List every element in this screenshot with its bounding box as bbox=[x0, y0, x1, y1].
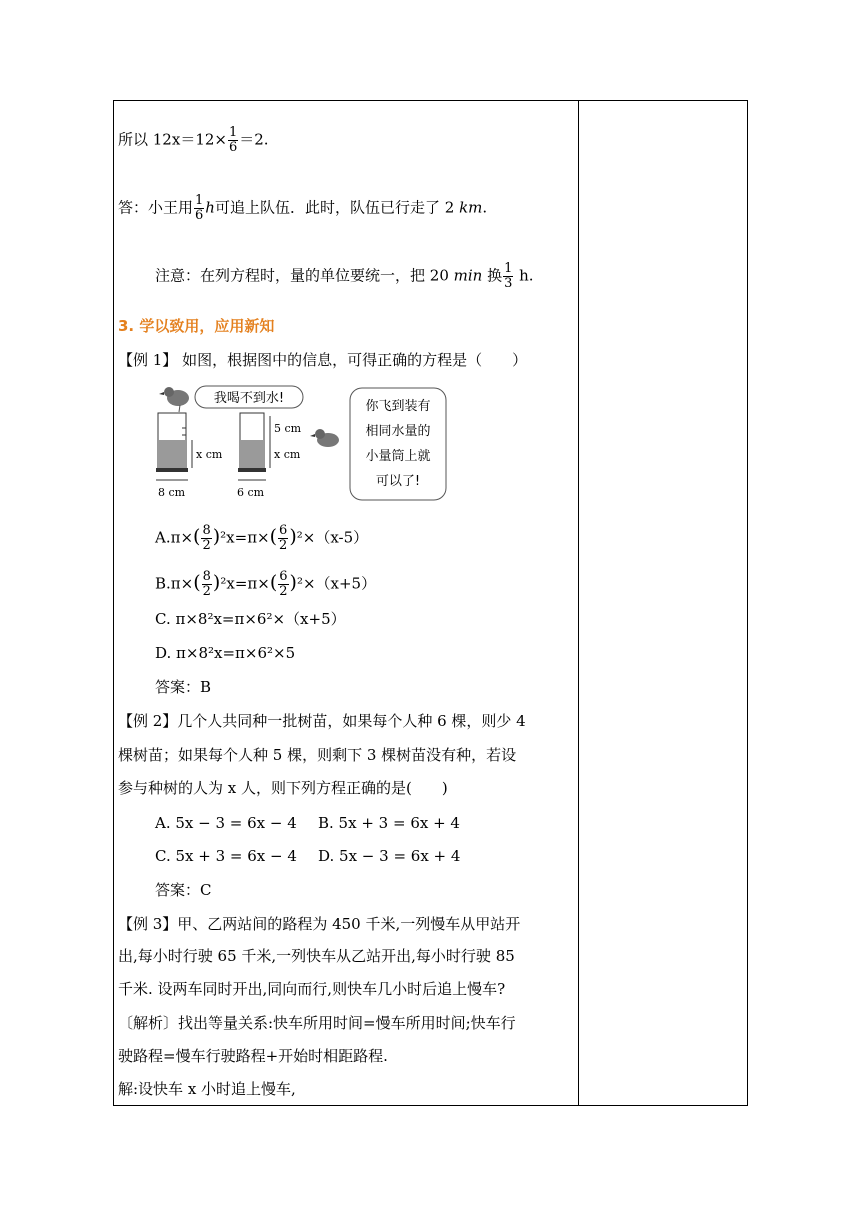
fraction: $\frac{1}{6}$ bbox=[228, 125, 238, 155]
option-a: A.π×( $\frac{8}{2}$ )²x=π×( $\frac{6}{2}$ )²×（x-5） bbox=[155, 523, 369, 553]
crow-icon bbox=[310, 429, 339, 447]
solution-line: 所以 12x＝12× $\frac{1}{6}$ ＝2. bbox=[118, 125, 269, 155]
answer-text: 答案：B bbox=[155, 678, 212, 696]
width-label: 6 cm bbox=[237, 486, 265, 499]
answer-line: 答：小王用 $\frac{1}{6}$ h可追上队伍．此时，队伍已行走了 2 km. bbox=[118, 193, 488, 223]
water-fill bbox=[158, 440, 186, 468]
crow-icon bbox=[159, 387, 189, 412]
example3-text: 【例 3】甲、乙两站间的路程为 450 千米,一列慢车从甲站开 bbox=[118, 915, 521, 933]
example2-text: 棵树苗；如果每个人种 5 棵，则剩下 3 棵树苗没有种，若设 bbox=[118, 746, 517, 764]
option-d: D. 5x − 3 = 6x + 4 bbox=[318, 847, 461, 865]
height-label: x cm bbox=[274, 448, 301, 461]
analysis-text: 〔解析〕找出等量关系:快车所用时间=慢车所用时间;快车行 bbox=[118, 1014, 516, 1032]
analysis-text: 驶路程=慢车行驶路程+开始时相距路程. bbox=[118, 1047, 388, 1065]
example1-figure bbox=[150, 380, 450, 505]
fraction: $\frac{8}{2}$ bbox=[202, 523, 211, 553]
option-c: C. π×8²x=π×6²×（x+5） bbox=[155, 610, 346, 628]
column-divider bbox=[578, 100, 579, 1106]
note-line: 注意：在列方程时，量的单位要统一，把 20 min 换 $\frac{1}{3}$ h. bbox=[155, 261, 534, 291]
answer-text: 答案：C bbox=[155, 881, 212, 899]
option-d: D. π×8²x=π×6²×5 bbox=[155, 644, 296, 662]
example3-text: 出,每小时行驶 65 千米,一列快车从乙站开出,每小时行驶 85 bbox=[118, 947, 515, 965]
example2-text: 【例 2】几个人共同种一批树苗，如果每个人种 6 棵，则少 4 bbox=[118, 712, 526, 730]
bubble-text: 相同水量的 bbox=[365, 424, 431, 439]
bubble-text: 你飞到装有 bbox=[365, 399, 431, 414]
option-b: B.π×( $\frac{8}{2}$ )²x=π×( $\frac{6}{2}$ )²×（x+5） bbox=[155, 569, 377, 599]
gap-label: 5 cm bbox=[274, 422, 302, 435]
option-c: C. 5x + 3 = 6x − 4 bbox=[155, 847, 297, 865]
option-a: A. 5x − 3 = 6x − 4 bbox=[155, 814, 297, 832]
fraction: $\frac{6}{2}$ bbox=[279, 523, 288, 553]
height-label: x cm bbox=[196, 448, 223, 461]
example2-text: 参与种树的人为 x 人，则下列方程正确的是( ) bbox=[118, 779, 448, 797]
fraction: $\frac{1}{6}$ bbox=[195, 193, 204, 223]
fraction: $\frac{8}{2}$ bbox=[202, 569, 211, 599]
section-heading: 3. 学以致用，应用新知 bbox=[118, 317, 275, 335]
bubble-text: 我喝不到水! bbox=[213, 391, 285, 406]
fraction: $\frac{6}{2}$ bbox=[279, 569, 288, 599]
example1-prompt: 【例 1】 如图，根据图中的信息，可得正确的方程是（ ） bbox=[118, 351, 528, 369]
option-b: B. 5x + 3 = 6x + 4 bbox=[318, 814, 460, 832]
width-label: 8 cm bbox=[158, 486, 186, 499]
fraction: $\frac{1}{3}$ bbox=[504, 261, 513, 291]
solution-text: 解:设快车 x 小时追上慢车, bbox=[118, 1080, 296, 1098]
bubble-text: 小量筒上就 bbox=[365, 449, 431, 464]
example3-text: 千米. 设两车同时开出,同向而行,则快车几小时后追上慢车? bbox=[118, 980, 506, 998]
bubble-text: 可以了! bbox=[375, 474, 421, 489]
water-fill bbox=[240, 440, 264, 468]
